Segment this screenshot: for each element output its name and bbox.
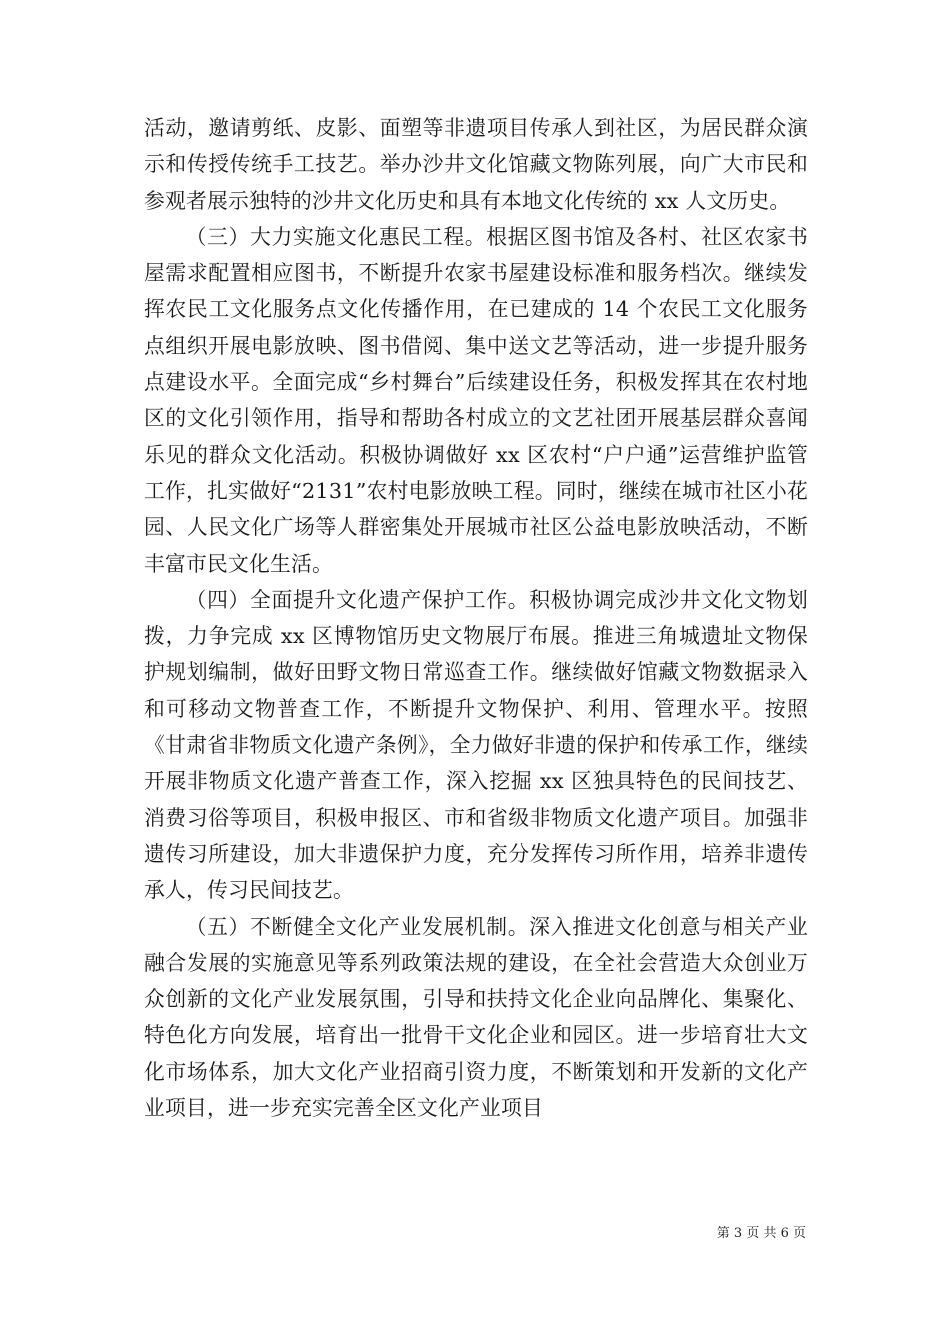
- paragraph-section-4: （四）全面提升文化遗产保护工作。积极协调完成沙井文化文物划拨，力争完成 xx 区博物馆历史文物展厅布展。推进三角城遗址文物保护规划编制，做好田野文物日常巡查工作。继续做好馆藏文物数据录入和可移动文物普查工作，不断提升文物保护、利用、管理水平。按照《甘肃省非物质文化遗产条例》，全力做好非遗的保护和传承工作，继续开展非物质文化遗产普查工作，深入挖掘 xx 区独具特色的民间技艺、消费习俗等项目，积极申报区、市和省级非物质文化遗产项目。加强非遗传习所建设，加大非遗保护力度，充分发挥传习所作用，培养非遗传承人，传习民间技艺。: [144, 587, 808, 903]
- document-body: [144, 110, 808, 1126]
- paragraph-section-5: （五）不断健全文化产业发展机制。深入推进文化创意与相关产业融合发展的实施意见等系列政策法规的建设，在全社会营造大众创业万众创新的文化产业发展氛围，引导和扶持文化企业向品牌化、集聚化、特色化方向发展，培育出一批骨干文化企业和园区。进一步培育壮大文化市场体系，加大文化产业招商引资力度，不断策划和开发新的文化产业项目，进一步充实完善全区文化产业项目: [144, 914, 808, 1121]
- paragraph-section-3: （三）大力实施文化惠民工程。根据区图书馆及各村、社区农家书屋需求配置相应图书，不断提升农家书屋建设标准和服务档次。继续发挥农民工文化服务点文化传播作用，在已建成的 14 个农民工文化服务点组织开展电影放映、图书借阅、集中送文艺等活动，进一步提升服务点建设水平。全面完成“乡村舞台”后续建设任务，积极发挥其在农村地区的文化引领作用，指导和帮助各村成立的文艺社团开展基层群众喜闻乐见的群众文化活动。积极协调做好 xx 区农村“户户通”运营维护监管工作，扎实做好“2131”农村电影放映工程。同时，继续在城市社区小花园、人民文化广场等人群密集处开展城市社区公益电影放映活动，不断丰富市民文化生活。: [144, 224, 808, 576]
- page-number-footer: 第 3 页 共 6 页: [716, 1226, 806, 1241]
- paragraph-continuation: 活动，邀请剪纸、皮影、面塑等非遗项目传承人到社区，为居民群众演示和传授传统手工技艺。举办沙井文化馆藏文物陈列展，向广大市民和参观者展示独特的沙井文化历史和具有本地文化传统的 xx 人文历史。: [144, 116, 808, 213]
